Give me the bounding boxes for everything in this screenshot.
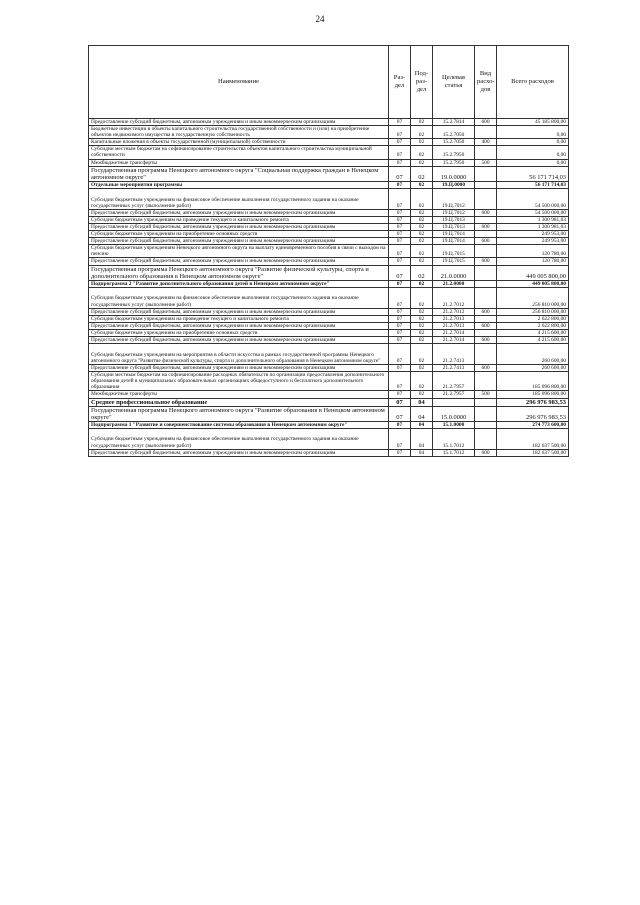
cell-target: 19.Ц.7015 xyxy=(433,245,475,258)
cell-target: 21.0.0000 xyxy=(433,265,475,280)
cell-subsection: 04 xyxy=(411,428,433,449)
cell-target: 15.0.0000 xyxy=(433,406,475,421)
table-row xyxy=(89,398,569,406)
cell-amount: 54 500 000,00 xyxy=(497,188,569,209)
cell-name: Предоставление субсидий бюджетным, автономным учреждениям и иным некоммерческим организациям xyxy=(89,209,389,216)
cell-section: 07 xyxy=(389,329,411,336)
table-row xyxy=(89,166,569,181)
cell-amount: 1 300 981,03 xyxy=(497,223,569,230)
cell-subsection: 02 xyxy=(411,238,433,245)
cell-name: Субсидии бюджетным учреждениям на финансовое обеспечение выполнения государственного задания на оказание государственных услуг (выполнение работ) xyxy=(89,428,389,449)
table-row xyxy=(89,231,569,238)
cell-name: Субсидии местным бюджетам на софинансирование строительства объектов капитального строительства муниципальной собственности xyxy=(89,146,389,159)
cell-target: 21.2.7413 xyxy=(433,365,475,372)
cell-subsection: 02 xyxy=(411,258,433,265)
cell-target: 19.Ц.7015 xyxy=(433,258,475,265)
cell-expense-type xyxy=(475,329,497,336)
cell-section: 07 xyxy=(389,315,411,322)
cell-section: 07 xyxy=(389,265,411,280)
header-subsection: Под-раз-дел xyxy=(411,46,433,119)
cell-name: Предоставление субсидий бюджетным, автономным учреждениям и иным некоммерческим организациям xyxy=(89,258,389,265)
header-total: Всего расходов xyxy=(497,46,569,119)
cell-expense-type: 600 xyxy=(475,449,497,456)
cell-target: 15.1.7012 xyxy=(433,449,475,456)
cell-amount: 4 215 600,00 xyxy=(497,336,569,343)
cell-name: Предоставление субсидий бюджетным, автономным учреждениям и иным некоммерческим организациям xyxy=(89,223,389,230)
cell-expense-type xyxy=(475,421,497,428)
cell-expense-type: 600 xyxy=(475,119,497,126)
cell-section: 07 xyxy=(389,181,411,188)
cell-amount: 1 300 981,03 xyxy=(497,216,569,223)
cell-subsection: 02 xyxy=(411,166,433,181)
cell-target: 19.Ц.7012 xyxy=(433,188,475,209)
table-row xyxy=(89,428,569,449)
cell-expense-type: 600 xyxy=(475,336,497,343)
cell-name: Бюджетные инвестиции в объекты капитального строительства государственной собственности и (или) на приобретение объектов недвижимого имущества в государственную собственность xyxy=(89,126,389,139)
cell-name: Предоставление субсидий бюджетным, автономным учреждениям и иным некоммерческим организациям xyxy=(89,449,389,456)
cell-subsection: 02 xyxy=(411,344,433,365)
cell-name: Подпрограмма 2 "Развитие дополнительного образования детей в Ненецком автономном округе" xyxy=(89,280,389,287)
cell-amount: 0,00 xyxy=(497,159,569,166)
cell-subsection: 02 xyxy=(411,280,433,287)
cell-name: Субсидии бюджетным учреждениям на мероприятия в области искусства в рамках государственной программы Ненецкого автономного округа "Развитие физической культуры, спорта и дополнительного образования в Ненецком автономном округе" xyxy=(89,344,389,365)
cell-expense-type xyxy=(475,287,497,308)
table-row xyxy=(89,365,569,372)
cell-name: Субсидии бюджетным учреждениям на финансовое обеспечение выполнения государственного задания на оказание государственных услуг (выполнение работ) xyxy=(89,287,389,308)
table-row xyxy=(89,238,569,245)
cell-subsection: 04 xyxy=(411,449,433,456)
cell-amount: 120 780,00 xyxy=(497,245,569,258)
cell-subsection: 02 xyxy=(411,181,433,188)
cell-amount: 182 637 500,00 xyxy=(497,449,569,456)
page-number: 24 xyxy=(315,14,325,24)
table-row xyxy=(89,188,569,209)
cell-amount: 185 096 800,00 xyxy=(497,372,569,391)
cell-expense-type: 600 xyxy=(475,238,497,245)
cell-section: 07 xyxy=(389,344,411,365)
table-row xyxy=(89,449,569,456)
cell-section: 07 xyxy=(389,322,411,329)
cell-section: 07 xyxy=(389,209,411,216)
header-target: Целевая статья xyxy=(433,46,475,119)
cell-subsection: 02 xyxy=(411,231,433,238)
cell-amount: 260 600,00 xyxy=(497,344,569,365)
table-row xyxy=(89,181,569,188)
cell-expense-type xyxy=(475,166,497,181)
cell-subsection: 02 xyxy=(411,146,433,159)
cell-amount: 2 622 800,00 xyxy=(497,315,569,322)
cell-amount: 249 953,00 xyxy=(497,231,569,238)
cell-expense-type xyxy=(475,344,497,365)
table-row xyxy=(89,421,569,428)
cell-expense-type: 400 xyxy=(475,139,497,146)
cell-section: 07 xyxy=(389,336,411,343)
cell-amount: 4 215 600,00 xyxy=(497,329,569,336)
table-row xyxy=(89,322,569,329)
cell-expense-type xyxy=(475,315,497,322)
cell-subsection: 02 xyxy=(411,372,433,391)
table-row xyxy=(89,344,569,365)
cell-amount: 182 637 500,00 xyxy=(497,428,569,449)
cell-section: 07 xyxy=(389,406,411,421)
cell-subsection: 04 xyxy=(411,398,433,406)
cell-amount: 120 780,00 xyxy=(497,258,569,265)
cell-name: Подпрограмма 1 "Развитие и совершенствование системы образования в Ненецком автономном округе" xyxy=(89,421,389,428)
cell-amount: 256 810 000,00 xyxy=(497,308,569,315)
cell-expense-type xyxy=(475,280,497,287)
cell-name: Субсидии бюджетным учреждениям на проведение текущего и капитального ремонта xyxy=(89,315,389,322)
cell-amount: 45 185 800,00 xyxy=(497,119,569,126)
cell-section: 07 xyxy=(389,308,411,315)
cell-name: Предоставление субсидий бюджетным, автономным учреждениям и иным некоммерческим организациям xyxy=(89,308,389,315)
cell-name: Государственная программа Ненецкого автономного округа "Социальная поддержка граждан в Ненецком автономном округе" xyxy=(89,166,389,181)
cell-name: Субсидии бюджетным учреждениям на финансовое обеспечение выполнения государственного задания на оказание государственных услуг (выполнение работ) xyxy=(89,188,389,209)
cell-subsection: 02 xyxy=(411,188,433,209)
cell-subsection: 02 xyxy=(411,216,433,223)
cell-target: 15.1.7012 xyxy=(433,428,475,449)
table-row xyxy=(89,159,569,166)
cell-name: Отдельные мероприятия программы xyxy=(89,181,389,188)
cell-subsection: 02 xyxy=(411,126,433,139)
cell-expense-type xyxy=(475,398,497,406)
cell-section: 07 xyxy=(389,258,411,265)
cell-expense-type xyxy=(475,428,497,449)
cell-subsection: 02 xyxy=(411,329,433,336)
cell-name: Предоставление субсидий бюджетным, автономным учреждениям и иным некоммерческим организациям xyxy=(89,238,389,245)
cell-section: 07 xyxy=(389,139,411,146)
cell-expense-type xyxy=(475,245,497,258)
cell-target: 19.Ц.0000 xyxy=(433,181,475,188)
cell-section: 07 xyxy=(389,245,411,258)
cell-name: Предоставление субсидий бюджетным, автономным учреждениям и иным некоммерческим организациям xyxy=(89,365,389,372)
cell-subsection: 02 xyxy=(411,365,433,372)
cell-target xyxy=(433,398,475,406)
table-row xyxy=(89,245,569,258)
cell-name: Межбюджетные трансферты xyxy=(89,391,389,398)
cell-section: 07 xyxy=(389,287,411,308)
cell-name: Субсидии бюджетным учреждениям Ненецкого автономного округа на выплату единовременного пособия в связи с выходом на пенсию xyxy=(89,245,389,258)
cell-amount: 449 005 800,00 xyxy=(497,280,569,287)
cell-section: 07 xyxy=(389,365,411,372)
cell-name: Государственная программа Ненецкого автономного округа "Развитие образования в Ненецком автономном округе" xyxy=(89,406,389,421)
cell-amount: 56 171 714,03 xyxy=(497,166,569,181)
cell-subsection: 04 xyxy=(411,406,433,421)
cell-expense-type xyxy=(475,146,497,159)
cell-amount: 274 773 600,00 xyxy=(497,421,569,428)
cell-section: 07 xyxy=(389,216,411,223)
cell-subsection: 04 xyxy=(411,421,433,428)
cell-section: 07 xyxy=(389,449,411,456)
cell-target: 19.Ц.7013 xyxy=(433,223,475,230)
cell-target: 19.Ц.7013 xyxy=(433,216,475,223)
cell-name: Субсидии бюджетным учреждениям на приобретение основных средств xyxy=(89,329,389,336)
cell-amount: 2 622 800,00 xyxy=(497,322,569,329)
cell-section: 07 xyxy=(389,372,411,391)
cell-expense-type xyxy=(475,181,497,188)
table-row xyxy=(89,126,569,139)
cell-name: Предоставление субсидий бюджетным, автономным учреждениям и иным некоммерческим организациям xyxy=(89,336,389,343)
expenditure-table xyxy=(88,45,569,457)
cell-name: Субсидии бюджетным учреждениям на проведение текущего и капитального ремонта xyxy=(89,216,389,223)
cell-amount: 256 810 000,00 xyxy=(497,287,569,308)
cell-subsection: 02 xyxy=(411,209,433,216)
table-row xyxy=(89,280,569,287)
cell-expense-type: 600 xyxy=(475,258,497,265)
table-row xyxy=(89,315,569,322)
cell-target: 21.2.7014 xyxy=(433,336,475,343)
cell-section: 07 xyxy=(389,126,411,139)
cell-target: 19.Ц.7012 xyxy=(433,209,475,216)
table-row xyxy=(89,308,569,315)
table-row xyxy=(89,119,569,126)
cell-amount: 449 005 800,00 xyxy=(497,265,569,280)
table-row xyxy=(89,336,569,343)
cell-section: 07 xyxy=(389,428,411,449)
cell-target: 21.2.7012 xyxy=(433,287,475,308)
cell-amount: 54 500 000,00 xyxy=(497,209,569,216)
table-row xyxy=(89,209,569,216)
cell-section: 07 xyxy=(389,119,411,126)
cell-name: Субсидии бюджетным учреждениям на приобретение основных средств xyxy=(89,231,389,238)
cell-target: 15.2.7050 xyxy=(433,139,475,146)
cell-name: Субсидии местным бюджетам на софинансирование расходных обязательств по организации предоставления дополнительного образования детей в муниципальных образовательных организациях общедоступного и бесплатного дополнительного образования xyxy=(89,372,389,391)
cell-name: Межбюджетные трансферты xyxy=(89,159,389,166)
cell-section: 07 xyxy=(389,391,411,398)
cell-section: 07 xyxy=(389,238,411,245)
cell-section: 07 xyxy=(389,146,411,159)
cell-amount: 296 976 983,53 xyxy=(497,398,569,406)
cell-subsection: 02 xyxy=(411,336,433,343)
cell-expense-type xyxy=(475,188,497,209)
cell-amount: 260 600,00 xyxy=(497,365,569,372)
table-row xyxy=(89,287,569,308)
cell-target: 21.2.7957 xyxy=(433,391,475,398)
cell-target: 15.2.7950 xyxy=(433,159,475,166)
cell-expense-type: 500 xyxy=(475,391,497,398)
table-row xyxy=(89,329,569,336)
cell-name: Среднее профессиональное образование xyxy=(89,398,389,406)
table-row xyxy=(89,139,569,146)
cell-target: 19.0.0000 xyxy=(433,166,475,181)
table-row xyxy=(89,216,569,223)
cell-name: Предоставление субсидий бюджетным, автономным учреждениям и иным некоммерческим организациям xyxy=(89,322,389,329)
header-name: Наименование xyxy=(89,46,389,119)
cell-subsection: 02 xyxy=(411,315,433,322)
cell-target: 15.2.7950 xyxy=(433,146,475,159)
cell-subsection: 02 xyxy=(411,119,433,126)
cell-target: 15.1.0000 xyxy=(433,421,475,428)
cell-expense-type: 600 xyxy=(475,223,497,230)
table-row xyxy=(89,265,569,280)
cell-expense-type xyxy=(475,231,497,238)
cell-expense-type xyxy=(475,126,497,139)
cell-section: 07 xyxy=(389,223,411,230)
cell-target: 19.Ц.7014 xyxy=(433,238,475,245)
cell-section: 07 xyxy=(389,188,411,209)
cell-target: 15.2.7814 xyxy=(433,119,475,126)
cell-amount: 56 171 714,03 xyxy=(497,181,569,188)
cell-subsection: 02 xyxy=(411,391,433,398)
cell-section: 07 xyxy=(389,166,411,181)
cell-target: 21.2.7013 xyxy=(433,322,475,329)
cell-expense-type: 600 xyxy=(475,308,497,315)
cell-expense-type xyxy=(475,406,497,421)
cell-target: 21.2.7012 xyxy=(433,308,475,315)
table-row xyxy=(89,372,569,391)
cell-section: 07 xyxy=(389,159,411,166)
cell-expense-type xyxy=(475,265,497,280)
cell-subsection: 02 xyxy=(411,223,433,230)
cell-target: 19.Ц.7014 xyxy=(433,231,475,238)
cell-section: 07 xyxy=(389,231,411,238)
header-section: Раз-дел xyxy=(389,46,411,119)
cell-amount: 0,00 xyxy=(497,146,569,159)
cell-expense-type: 600 xyxy=(475,209,497,216)
table-row xyxy=(89,146,569,159)
table-row xyxy=(89,258,569,265)
cell-expense-type: 600 xyxy=(475,322,497,329)
cell-section: 07 xyxy=(389,421,411,428)
cell-amount: 249 953,00 xyxy=(497,238,569,245)
cell-name: Предоставление субсидий бюджетным, автономным учреждениям и иным некоммерческим организациям xyxy=(89,119,389,126)
cell-section: 07 xyxy=(389,398,411,406)
cell-subsection: 02 xyxy=(411,265,433,280)
cell-target: 15.2.7050 xyxy=(433,126,475,139)
header-expense-type: Вид расхо-дов xyxy=(475,46,497,119)
cell-subsection: 02 xyxy=(411,139,433,146)
cell-subsection: 02 xyxy=(411,322,433,329)
cell-name: Государственная программа Ненецкого автономного округа "Развитие физической культуры, спорта и дополнительного образования в Ненецком автономном округе" xyxy=(89,265,389,280)
cell-target: 21.2.0000 xyxy=(433,280,475,287)
cell-target: 21.2.7014 xyxy=(433,329,475,336)
cell-expense-type xyxy=(475,216,497,223)
cell-subsection: 02 xyxy=(411,159,433,166)
table-row xyxy=(89,406,569,421)
cell-amount: 0,00 xyxy=(497,139,569,146)
cell-amount: 0,00 xyxy=(497,126,569,139)
cell-target: 21.2.7013 xyxy=(433,315,475,322)
cell-subsection: 02 xyxy=(411,308,433,315)
cell-subsection: 02 xyxy=(411,245,433,258)
cell-amount: 296 976 983,53 xyxy=(497,406,569,421)
table-row xyxy=(89,391,569,398)
table-row xyxy=(89,223,569,230)
cell-expense-type xyxy=(475,372,497,391)
cell-expense-type: 500 xyxy=(475,159,497,166)
cell-amount: 185 096 800,00 xyxy=(497,391,569,398)
cell-name: Капитальные вложения в объекты государственной (муниципальной) собственности xyxy=(89,139,389,146)
cell-section: 07 xyxy=(389,280,411,287)
cell-target: 21.2.7413 xyxy=(433,344,475,365)
cell-target: 21.2.7957 xyxy=(433,372,475,391)
cell-subsection: 02 xyxy=(411,287,433,308)
table-header-row xyxy=(89,46,569,119)
cell-expense-type: 600 xyxy=(475,365,497,372)
